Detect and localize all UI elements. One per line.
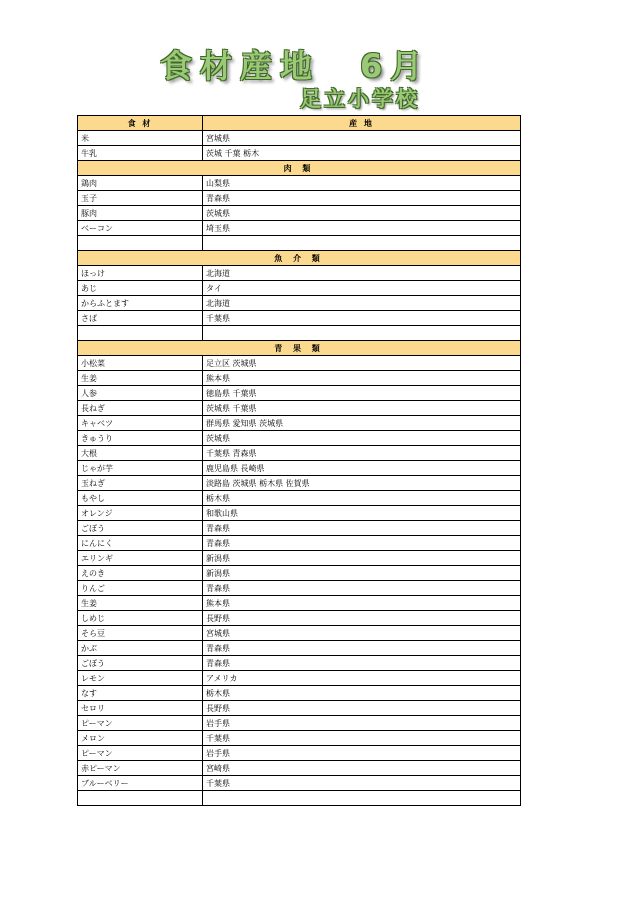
table-row: [78, 296, 521, 311]
origin-cell: 淡路島 茨城県 栃木県 佐賀県: [203, 476, 521, 491]
table-row: [78, 401, 521, 416]
origin-cell: 徳島県 千葉県: [203, 386, 521, 401]
ingredient-origin-table: [77, 115, 521, 806]
table-row: [78, 596, 521, 611]
origin-cell: 群馬県 愛知県 茨城県: [203, 416, 521, 431]
origin-cell: 茨城県 千葉県: [203, 401, 521, 416]
table-row: [78, 746, 521, 761]
ingredient-cell: えのき: [78, 566, 203, 581]
table-row: [78, 491, 521, 506]
origin-cell: 山梨県: [203, 176, 521, 191]
origin-cell: 千葉県 青森県: [203, 446, 521, 461]
ingredient-cell: エリンギ: [78, 551, 203, 566]
ingredient-cell: そら豆: [78, 626, 203, 641]
table-row: [78, 371, 521, 386]
ingredient-cell: 生姜: [78, 371, 203, 386]
table-row: [78, 656, 521, 671]
origin-cell: 栃木県: [203, 686, 521, 701]
table-row: [78, 611, 521, 626]
table-row: [78, 551, 521, 566]
origin-cell: 鹿児島県 長崎県: [203, 461, 521, 476]
ingredient-cell: 玉子: [78, 191, 203, 206]
table-header-row: [78, 116, 521, 131]
origin-cell: 宮城県: [203, 626, 521, 641]
category-row: [78, 161, 521, 176]
origin-cell: 長野県: [203, 611, 521, 626]
column-header-ingredient: 食 材: [78, 116, 203, 131]
table-row: [78, 506, 521, 521]
page-title: 食材産地 6月: [160, 47, 431, 85]
ingredient-cell: なす: [78, 686, 203, 701]
origin-cell: 千葉県: [203, 731, 521, 746]
ingredient-cell: キャベツ: [78, 416, 203, 431]
table-row: [78, 266, 521, 281]
ingredient-cell: からふとます: [78, 296, 203, 311]
category-label: 青 果 類: [78, 341, 521, 356]
origin-cell: 熊本県: [203, 371, 521, 386]
origin-cell: 新潟県: [203, 566, 521, 581]
ingredient-cell: 赤ピーマン: [78, 761, 203, 776]
category-row: [78, 341, 521, 356]
origin-cell: 長野県: [203, 701, 521, 716]
origin-cell: 千葉県: [203, 311, 521, 326]
origin-cell: 茨城県: [203, 206, 521, 221]
table-row: [78, 461, 521, 476]
ingredient-cell: きゅうり: [78, 431, 203, 446]
table-row: [78, 626, 521, 641]
category-label: 肉 類: [78, 161, 521, 176]
origin-cell: 宮崎県: [203, 761, 521, 776]
origin-cell: 岩手県: [203, 716, 521, 731]
ingredient-cell: 米: [78, 131, 203, 146]
table-row: [78, 761, 521, 776]
origin-cell: 北海道: [203, 296, 521, 311]
ingredient-cell: しめじ: [78, 611, 203, 626]
ingredient-cell: メロン: [78, 731, 203, 746]
origin-cell: 青森県: [203, 641, 521, 656]
table-row: [78, 776, 521, 791]
ingredient-cell: 大根: [78, 446, 203, 461]
origin-cell: 栃木県: [203, 491, 521, 506]
ingredient-cell: ブルーベリー: [78, 776, 203, 791]
origin-cell: 足立区 茨城県: [203, 356, 521, 371]
origin-cell: アメリカ: [203, 671, 521, 686]
table-row: [78, 236, 521, 251]
ingredient-cell: ごぼう: [78, 521, 203, 536]
origin-cell: [203, 326, 521, 341]
ingredient-cell: 長ねぎ: [78, 401, 203, 416]
origin-cell: [203, 236, 521, 251]
table-row: [78, 686, 521, 701]
origin-cell: 岩手県: [203, 746, 521, 761]
table-row: [78, 566, 521, 581]
origin-cell: 埼玉県: [203, 221, 521, 236]
ingredient-cell: ピーマン: [78, 746, 203, 761]
ingredient-cell: レモン: [78, 671, 203, 686]
origin-cell: 和歌山県: [203, 506, 521, 521]
ingredient-cell: セロリ: [78, 701, 203, 716]
table-row: [78, 206, 521, 221]
ingredient-cell: オレンジ: [78, 506, 203, 521]
origin-cell: 青森県: [203, 521, 521, 536]
table-row: [78, 716, 521, 731]
origin-cell: タイ: [203, 281, 521, 296]
ingredient-cell: ピーマン: [78, 716, 203, 731]
table-row: [78, 281, 521, 296]
table-row: [78, 131, 521, 146]
origin-cell: 青森県: [203, 191, 521, 206]
origin-cell: 茨城県: [203, 431, 521, 446]
table-row: [78, 476, 521, 491]
table-row: [78, 326, 521, 341]
table-row: [78, 536, 521, 551]
ingredient-cell: あじ: [78, 281, 203, 296]
ingredient-cell: かぶ: [78, 641, 203, 656]
origin-cell: 熊本県: [203, 596, 521, 611]
origin-cell: 青森県: [203, 581, 521, 596]
ingredient-cell: にんにく: [78, 536, 203, 551]
table-row: [78, 146, 521, 161]
origin-cell: 茨城 千葉 栃木: [203, 146, 521, 161]
ingredient-cell: 生姜: [78, 596, 203, 611]
ingredient-cell: さば: [78, 311, 203, 326]
ingredient-cell: 小松菜: [78, 356, 203, 371]
table-row: [78, 641, 521, 656]
ingredient-cell: [78, 791, 203, 806]
column-header-origin: 産 地: [203, 116, 521, 131]
school-name: 足立小学校: [300, 87, 420, 111]
origin-cell: 宮城県: [203, 131, 521, 146]
ingredient-cell: ほっけ: [78, 266, 203, 281]
table-row: [78, 311, 521, 326]
table-row: [78, 221, 521, 236]
origin-cell: 青森県: [203, 656, 521, 671]
table-row: [78, 791, 521, 806]
origin-cell: 青森県: [203, 536, 521, 551]
origin-cell: 千葉県: [203, 776, 521, 791]
ingredient-cell: もやし: [78, 491, 203, 506]
ingredient-cell: 豚肉: [78, 206, 203, 221]
table-row: [78, 386, 521, 401]
origin-cell: 新潟県: [203, 551, 521, 566]
table-body: [78, 131, 521, 806]
table-row: [78, 701, 521, 716]
origin-cell: [203, 791, 521, 806]
ingredient-cell: りんご: [78, 581, 203, 596]
table-row: [78, 356, 521, 371]
ingredient-cell: 鶏肉: [78, 176, 203, 191]
ingredient-cell: [78, 326, 203, 341]
ingredient-cell: ごぼう: [78, 656, 203, 671]
origin-cell: 北海道: [203, 266, 521, 281]
table-row: [78, 446, 521, 461]
table-row: [78, 521, 521, 536]
table-row: [78, 731, 521, 746]
table-row: [78, 176, 521, 191]
category-label: 魚 介 類: [78, 251, 521, 266]
table-row: [78, 581, 521, 596]
ingredient-cell: じゃが芋: [78, 461, 203, 476]
ingredient-cell: 人参: [78, 386, 203, 401]
table-row: [78, 191, 521, 206]
table-row: [78, 416, 521, 431]
ingredient-cell: 玉ねぎ: [78, 476, 203, 491]
table-row: [78, 671, 521, 686]
ingredient-cell: ベーコン: [78, 221, 203, 236]
table-row: [78, 431, 521, 446]
ingredient-cell: [78, 236, 203, 251]
ingredient-cell: 牛乳: [78, 146, 203, 161]
category-row: [78, 251, 521, 266]
